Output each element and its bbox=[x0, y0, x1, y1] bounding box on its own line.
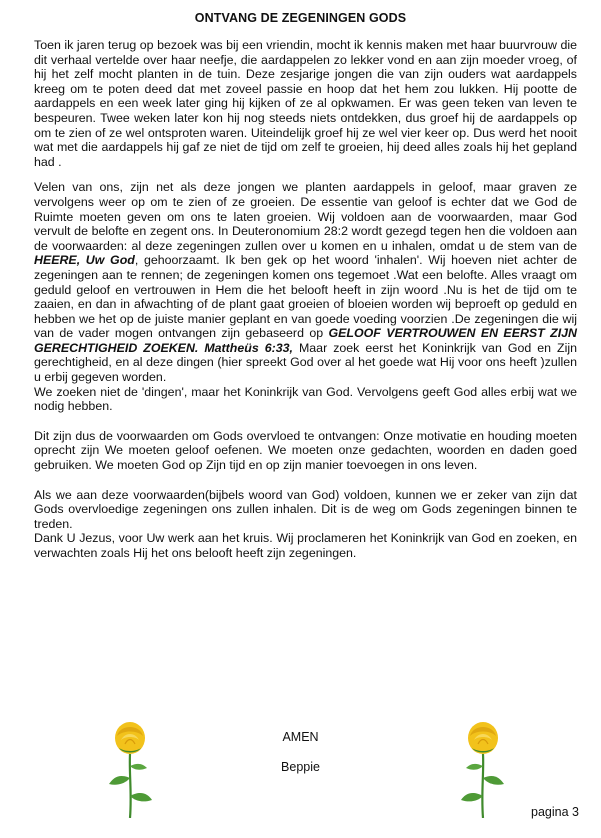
paragraph-text: Velen van ons, zijn net als deze jongen we planten aardappels in geloof, maar graven ze vervolgens weer op om te zien of ze groeien. De essentie van geloof is echter dat we God de Ruimte moeten geven om ons te laten groeien. Wij voldoen aan de voorwaarden, maar God vervult de belofte en zegent ons. In Deuteronomium 28:2 wordt gezegd tegen hen die voldoen aan de voorwaarden: al deze zegeningen zullen over u komen en u inhalen, omdat u de stem van de bbox=[34, 180, 577, 253]
emphasis-geloof: GELOOF VERTROUWEN EN EERST ZIJN GERECHTIGHEID ZOEKEN. Mattheüs 6:33, bbox=[34, 326, 577, 355]
article-body bbox=[34, 38, 577, 561]
page-number: pagina 3 bbox=[531, 805, 579, 819]
paragraph-conditions: Dit zijn dus de voorwaarden om Gods overvloed te ontvangen: Onze motivatie en houding moeten oprecht zijn We moeten geloof oefenen. We moeten onze gedachten, woorden en daden goed gebruiken. We moeten God op Zijn tijd en op zijn manier toevoegen in ons leven. bbox=[34, 428, 577, 473]
page-title: ONTVANG DE ZEGENINGEN GODS bbox=[194, 11, 407, 25]
author-signature: Beppie bbox=[281, 760, 320, 774]
paragraph-faith-essence bbox=[34, 180, 577, 384]
paragraph-text: Maar zoek eerst het Koninkrijk van God en Zijn gerechtigheid, en al deze dingen (hier spreekt God over al het goede wat Hij voor ons heeft )zullen u erbij gegeven worden. bbox=[34, 340, 577, 385]
emphasis-heere: HEERE, Uw God bbox=[34, 253, 135, 268]
paragraph-thanks: Dank U Jezus, voor Uw werk aan het kruis. Wij proclameren het Koninkrijk van God en zoeken, en verwachten zoals Hij het ons belooft heeft zijn zegeningen. bbox=[34, 531, 577, 560]
paragraph-intro-story: Toen ik jaren terug op bezoek was bij een vriendin, mocht ik kennis maken met haar buurvrouw die dit verhaal vertelde over haar neefje, die aardappelen zo lekker vond en aan zijn moeder vroeg, of hij het zelf mocht planten in de tuin. Deze zesjarige jongen die van zijn ouders wat aardappels kreeg om te poten deed dat met zoveel passie en hoop dat het hem zou lukken. Hij pootte de aardappels en een week later ging hij kijken of ze al opkwamen. Er was geen teken van leven te bespeuren. Twee weken later kon hij nog steeds niets ontdekken, dus groef hij de aardappels op om te zien of ze wel ontsproten waren. Uiteindelijk groef hij ze wel vier keer op. Dus werd het nooit wat met die aardappels hij gaf ze niet de tijd om zelf te groeien, hij deed alles zoals hij het gepland had . bbox=[34, 38, 577, 169]
paragraph-text: , gehoorzaamt. Ik ben gek op het woord 'inhalen'. Wij hoeven niet achter de zegeningen aan te rennen; de zegeningen komen ons tegemoet .Wat een belofte. Alles vraagt om geduld geloof en vertrouwen in Hem die het belooft heeft in zijn woord .Nu is het de tijd om te zaaien, en dan in afwachting of de plant gaat groeien of bloeien worden wij beproeft op geduld en hebben we het op de juiste manier geplant en van goede voeding voorzien .De zegeningen die wij van de vader mogen ontvangen zijn gebaseerd op bbox=[34, 253, 577, 341]
paragraph-kingdom: We zoeken niet de 'dingen', maar het Koninkrijk van God. Vervolgens geeft God alles erbij wat we nodig hebben. bbox=[34, 384, 577, 414]
paragraph-assurance: Als we aan deze voorwaarden(bijbels woord van God) voldoen, kunnen we er zeker van zijn dat Gods overvloedige zegeningen ons zullen inhalen. Dit is de weg om Gods zegeningen binnen te treden. bbox=[34, 487, 577, 531]
amen-text: AMEN bbox=[282, 730, 319, 744]
